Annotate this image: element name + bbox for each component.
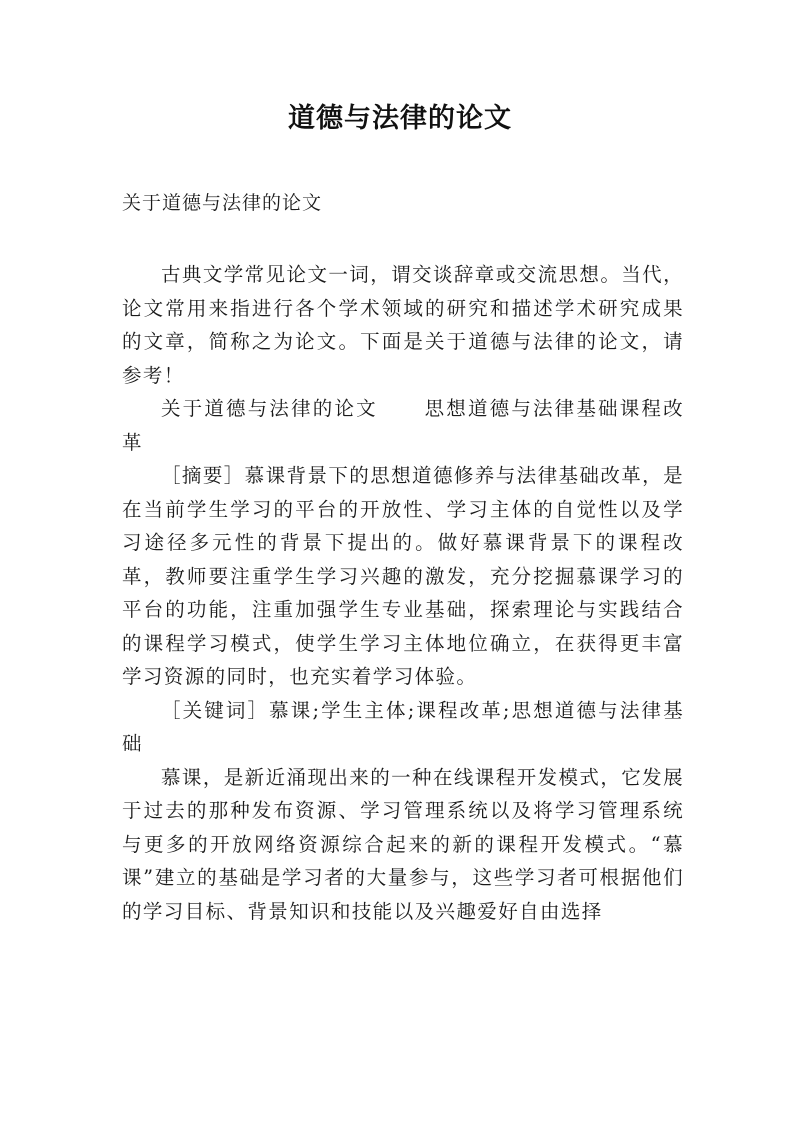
section-heading-part1: 关于道德与法律的论文 (161, 397, 378, 420)
section-heading-part2: 思想道德与法律基础课程改革 (122, 397, 684, 454)
paragraph-body: 慕课，是新近涌现出来的一种在线课程开发模式，它发展于过去的那种发布资源、学习管理系统以及将学习管理系统与更多的开放网络资源综合起来的新的课程开发模式。“慕课”建立的基础是学习者的大量参与，这些学习者可根据他们的学习目标、背景知识和技能以及兴趣爱好自由选择 (122, 765, 684, 923)
paragraph-keywords: ［关键词］慕课;学生主体;课程改革;思想道德与法律基础 (122, 698, 684, 755)
paragraph-intro: 古典文学常见论文一词，谓交谈辞章或交流思想。当代，论文常用来指进行各个学术领域的研究和描述学术研究成果的文章，简称之为论文。下面是关于道德与法律的论文，请参考！ (122, 263, 684, 387)
section-heading (122, 392, 684, 459)
document-subtitle: 关于道德与法律的论文 (122, 192, 323, 214)
document-title: 道德与法律的论文 (288, 103, 512, 134)
paragraph-abstract: ［摘要］慕课背景下的思想道德修养与法律基础改革，是在当前学生学习的平台的开放性、学习主体的自觉性以及学习途径多元性的背景下提出的。做好慕课背景下的课程改革，教师要注重学生学习兴趣的激发，充分挖掘慕课学习的平台的功能，注重加强学生专业基础，探索理论与实践结合的课程学习模式，使学生学习主体地位确立，在获得更丰富学习资源的同时，也充实着学习体验。 (122, 464, 684, 688)
document-body (122, 258, 684, 928)
